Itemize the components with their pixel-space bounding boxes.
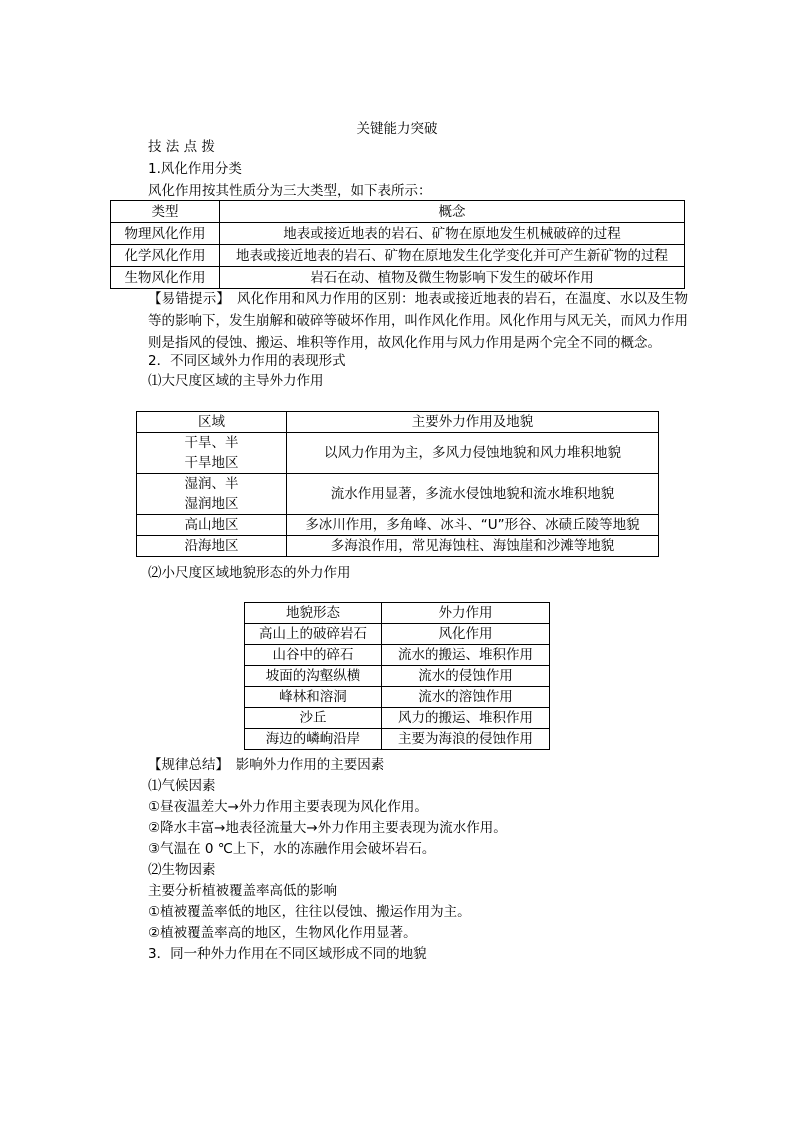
table-header-row [245,603,550,624]
table-cell: 多冰川作用，多角峰、冰斗、“U”形谷、冰碛丘陵等地貌 [287,515,659,536]
table-cell: 流水的侵蚀作用 [382,666,550,687]
table-cell: 风化作用 [382,624,550,645]
table-row [245,624,550,645]
bio-item: ②植被覆盖率高的地区，生物风化作用显著。 [148,925,417,941]
table-cell: 岩石在动、植物及微生物影响下发生的破坏作用 [220,267,685,289]
page-title: 关键能力突破 [356,121,438,137]
rule-text: 影响外力作用的主要因素 [222,757,385,773]
table-header-cell: 地貌形态 [245,603,382,624]
tip-text: 风化作用和风力作用的区别：地表或接近地表的岩石，在温度、水以及生物等的影响下，发生崩解和破碎等破坏作用，叫作风化作用。风化作用与风无关，而风力作用则是指风的侵蚀、搬运、堆积等作用，故风化作用与风力作用是两个完全不同的概念。 [148,291,689,351]
climate-item: ②降水丰富→地表径流量大→外力作用主要表现为流水作用。 [148,820,507,836]
table-row [111,245,685,267]
region-line-1: 干旱、半 [184,435,239,451]
heading-3: 3．同一种外力作用在不同区域形成不同的地貌 [148,946,427,962]
table-row [111,223,685,245]
region-line-2: 干旱地区 [184,455,239,471]
table-row [245,708,550,729]
table-header-cell: 外力作用 [382,603,550,624]
climate-item: ③气温在 0 ℃上下，水的冻融作用会破坏岩石。 [148,841,436,857]
rule-label: 【规律总结】 [148,757,223,773]
tip-paragraph [148,288,688,354]
region-line-2: 湿润地区 [184,496,239,512]
heading-2: 2．不同区域外力作用的表现形式 [148,353,346,369]
table-cell [137,433,287,474]
bio-intro: 主要分析植被覆盖率高低的影响 [148,883,337,899]
heading-1: 1.风化作用分类 [148,161,242,177]
table-cell [137,474,287,515]
table-header-cell: 主要外力作用及地貌 [287,412,659,433]
table-row [245,666,550,687]
table-cell: 主要为海浪的侵蚀作用 [382,729,550,750]
table-row [137,515,659,536]
table-header-row [137,412,659,433]
table-cell: 物理风化作用 [111,223,220,245]
table-header-cell: 区域 [137,412,287,433]
table-row [245,729,550,750]
subheading-2-1: ⑴大尺度区域的主导外力作用 [148,373,324,389]
table-cell: 沿海地区 [137,536,287,557]
table-row [245,687,550,708]
table-row [111,267,685,289]
bio-heading: ⑵生物因素 [148,862,216,878]
table-cell: 山谷中的碎石 [245,645,382,666]
rule-summary [148,755,384,775]
table-cell: 风力的搬运、堆积作用 [382,708,550,729]
section-heading: 技 法 点 拨 [148,139,215,155]
table-row [137,474,659,515]
tip-label: 【易错提示】 [148,291,224,307]
table-cell: 以风力作用为主，多风力侵蚀地貌和风力堆积地貌 [287,433,659,474]
table-header-cell: 类型 [111,201,220,223]
climate-heading: ⑴气候因素 [148,778,216,794]
table-cell: 流水的搬运、堆积作用 [382,645,550,666]
climate-item: ①昼夜温差大→外力作用主要表现为风化作用。 [148,799,428,815]
region-table [136,411,659,557]
table-cell: 高山地区 [137,515,287,536]
table-row [137,433,659,474]
table-cell: 高山上的破碎岩石 [245,624,382,645]
subheading-2-2: ⑵小尺度区域地貌形态的外力作用 [148,565,351,581]
table-cell: 沙丘 [245,708,382,729]
table-cell: 地表或接近地表的岩石、矿物在原地发生机械破碎的过程 [220,223,685,245]
bio-item: ①植被覆盖率低的地区，往往以侵蚀、搬运作用为主。 [148,904,471,920]
table-cell: 多海浪作用，常见海蚀柱、海蚀崖和沙滩等地貌 [287,536,659,557]
table-row [137,536,659,557]
table-cell: 坡面的沟壑纵横 [245,666,382,687]
landform-table [244,602,550,750]
table-row [245,645,550,666]
table-cell: 峰林和溶洞 [245,687,382,708]
table-cell: 化学风化作用 [111,245,220,267]
table-cell: 生物风化作用 [111,267,220,289]
intro-1: 风化作用按其性质分为三大类型，如下表所示： [148,183,432,199]
table-cell: 流水的溶蚀作用 [382,687,550,708]
table-cell: 地表或接近地表的岩石、矿物在原地发生化学变化并可产生新矿物的过程 [220,245,685,267]
table-header-cell: 概念 [220,201,685,223]
table-cell: 海边的嶙峋沿岸 [245,729,382,750]
region-line-1: 湿润、半 [184,476,239,492]
table-header-row [111,201,685,223]
weathering-table [110,200,685,289]
table-cell: 流水作用显著，多流水侵蚀地貌和流水堆积地貌 [287,474,659,515]
